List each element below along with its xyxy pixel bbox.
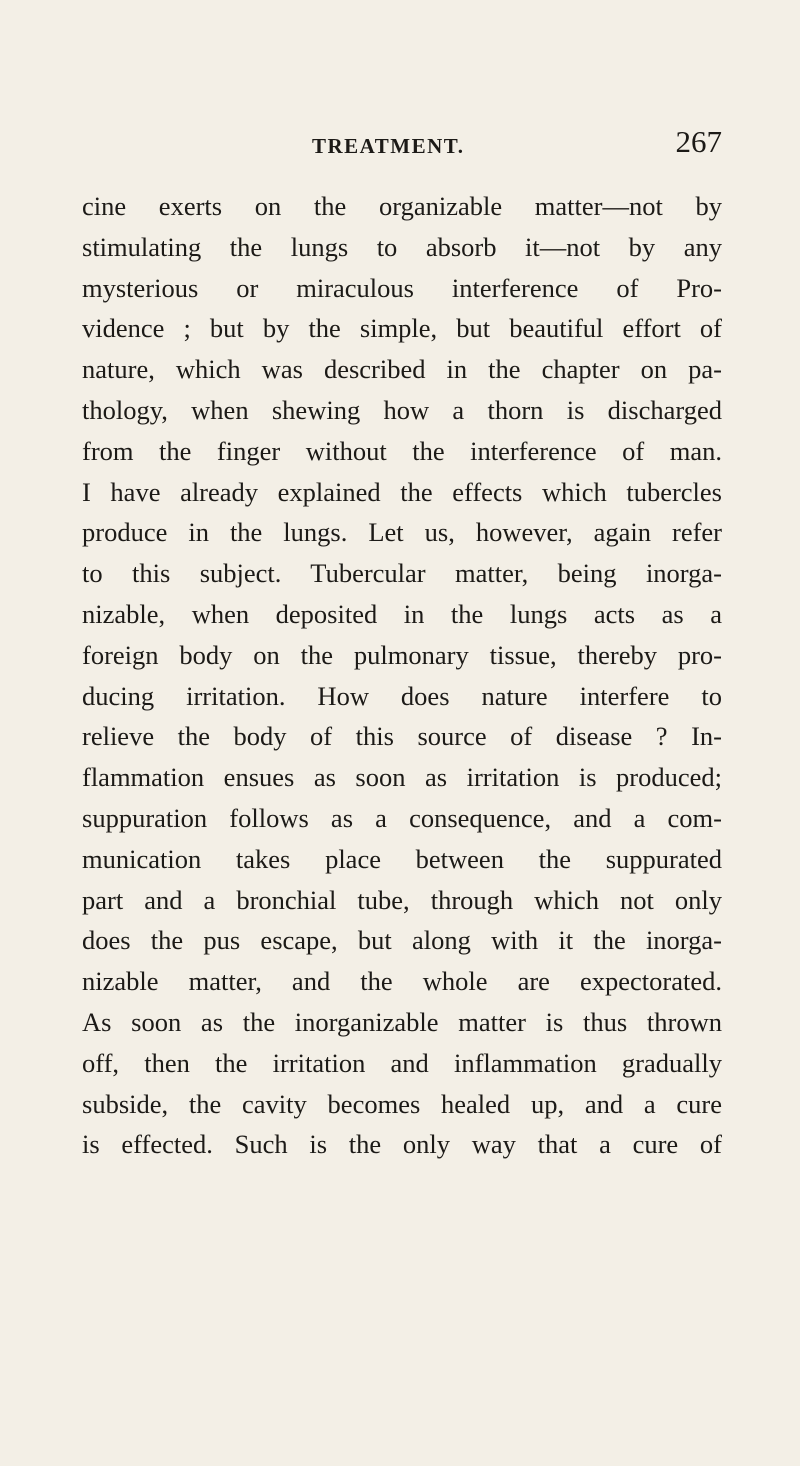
text-line: mysterious or miraculous interference of Pro- [82,272,722,303]
text-line: munication takes place between the suppurated [82,843,722,874]
text-line: thology, when shewing how a thorn is discharged [82,394,722,425]
text-line: from the finger without the interference of man. [82,435,722,466]
text-line: does the pus escape, but along with it the inorga- [82,925,722,956]
text-line: foreign body on the pulmonary tissue, thereby pro- [82,639,722,670]
body-text [82,186,722,1165]
text-line: nizable, when deposited in the lungs acts as a [82,598,722,629]
text-line: I have already explained the effects which tubercles [82,476,722,507]
text-line: suppuration follows as a consequence, and a com- [82,802,722,833]
text-line: relieve the body of this source of disease ? In- [82,721,722,752]
running-head: TREATMENT. [312,134,465,158]
text-line: flammation ensues as soon as irritation is produced; [82,762,722,793]
text-line: part and a bronchial tube, through which not only [82,884,722,915]
text-line: off, then the irritation and inflammation gradually [82,1047,722,1078]
page-header [82,124,722,164]
text-line: to this subject. Tubercular matter, being inorga- [82,558,722,589]
text-line: cine exerts on the organizable matter—not by [82,191,722,221]
text-line: produce in the lungs. Let us, however, again refer [82,517,722,548]
text-line: is effected. Such is the only way that a cure of [82,1129,722,1160]
page-number: 267 [675,124,722,159]
text-line: nature, which was described in the chapter on pa- [82,354,722,385]
text-line: stimulating the lungs to absorb it—not by any [82,231,722,262]
text-line: As soon as the inorganizable matter is thus thrown [82,1006,722,1037]
text-line: ducing irritation. How does nature interfere to [82,680,722,711]
text-line: nizable matter, and the whole are expectorated. [82,966,722,997]
text-line: vidence ; but by the simple, but beautiful effort of [82,313,722,344]
text-line: subside, the cavity becomes healed up, and a cure [82,1088,722,1119]
